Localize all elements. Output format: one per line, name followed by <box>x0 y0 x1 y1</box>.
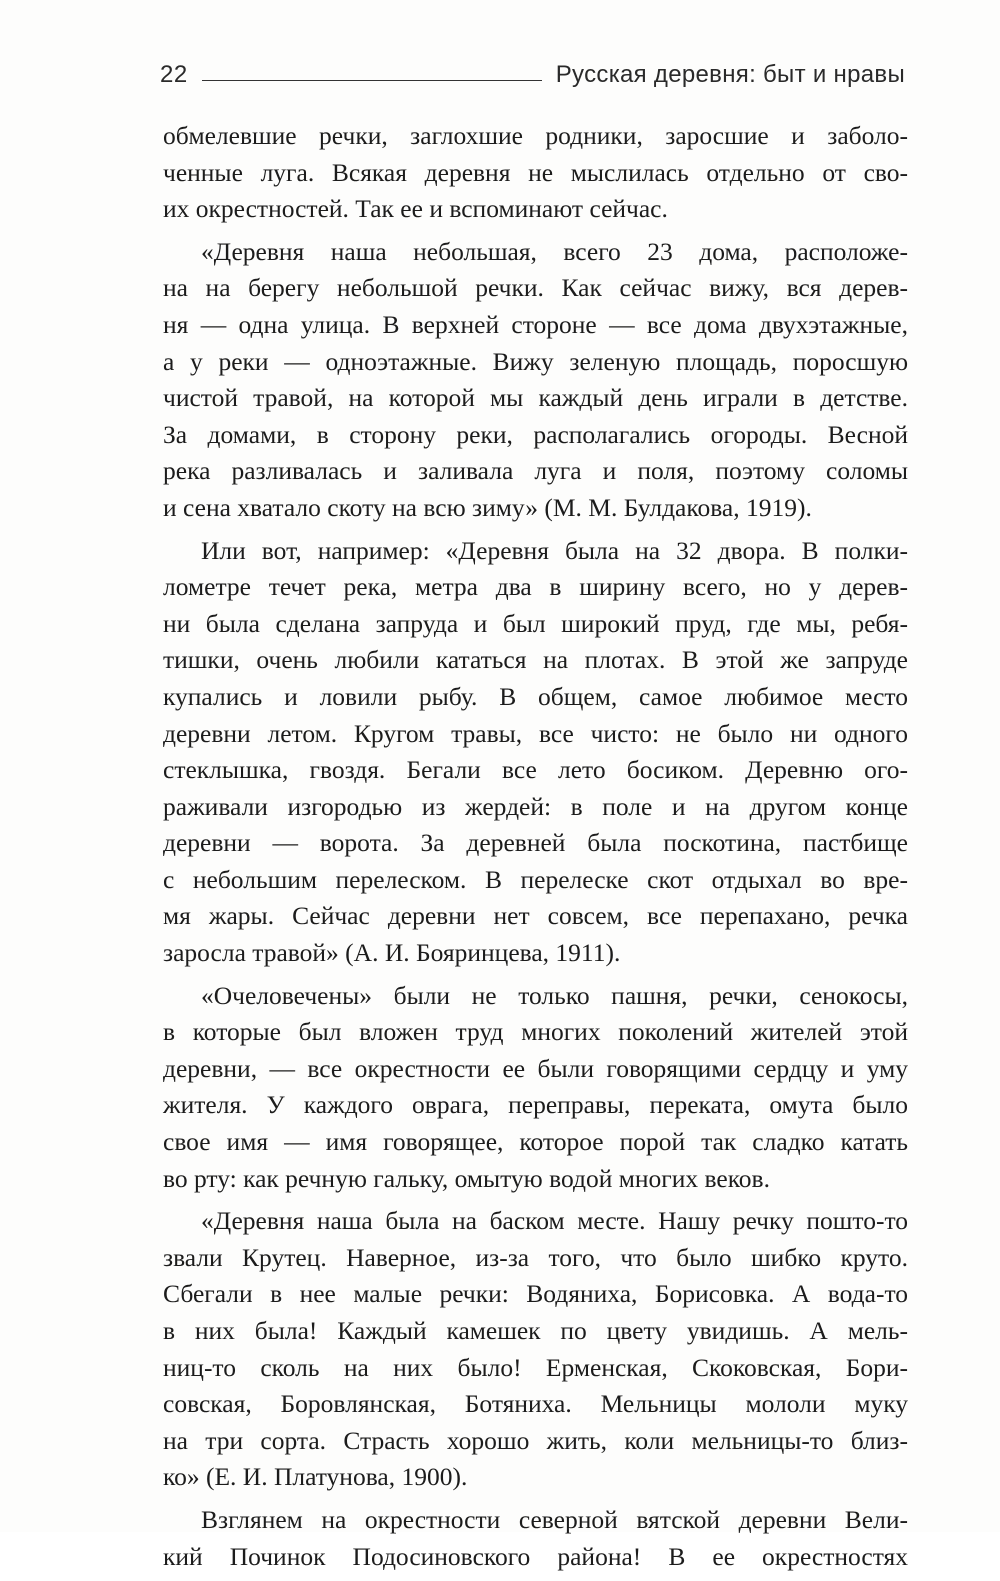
text-line: обмелевшие речки, заглохшие родники, заросшие и заболо- <box>163 121 908 150</box>
text-line: в них была! Каждый камешек по цвету увидишь. А мель- <box>163 1316 908 1345</box>
paragraph <box>163 1203 908 1496</box>
page-number: 22 <box>160 61 188 88</box>
paragraph <box>163 118 908 228</box>
text-line: свое имя — имя говорящее, которое порой так сладко катать <box>163 1127 908 1157</box>
text-line: река разливалась и заливала луга и поля, поэтому соломы <box>163 456 908 486</box>
text-line: Или вот, например: «Деревня была на 32 двора. В полки- <box>201 535 908 565</box>
body-text <box>163 118 908 1581</box>
text-line: чистой травой, на которой мы каждый день играли в детстве. <box>163 383 908 413</box>
text-line: жителя. У каждого оврага, переправы, переката, омута было <box>163 1090 908 1120</box>
text-line: ниц-то сколь на них было! Ерменская, Скоковская, Бори- <box>163 1352 908 1382</box>
text-line: «Деревня наша небольшая, всего 23 дома, расположе- <box>201 236 908 266</box>
text-line: ни была сделана запруда и был широкий пруд, где мы, ребя- <box>163 608 908 638</box>
text-line: ня — одна улица. В верхней стороне — все дома двухэтажные, <box>163 309 908 339</box>
text-line: их окрестностей. Так ее и вспоминают сейчас. <box>163 194 668 224</box>
text-line: и сена хватало скоту на всю зиму» (М. М. Булдакова, 1919). <box>163 492 812 522</box>
text-line: во рту: как речную гальку, омытую водой многих веков. <box>163 1163 770 1193</box>
text-line: Сбегали в нее малые речки: Водяниха, Борисовка. А вода-то <box>163 1279 908 1309</box>
text-line: За домами, в сторону реки, располагались огороды. Весной <box>163 419 908 449</box>
text-line: деревни, — все окрестности ее были говорящими сердцу и уму <box>163 1053 908 1083</box>
text-line: ченные луга. Всякая деревня не мыслилась отдельно от сво- <box>163 157 908 187</box>
text-line: кий Починок Подосиновского района! В ее окрестностях <box>163 1541 908 1571</box>
text-line: совская, Боровлянская, Ботяниха. Мельницы мололи муку <box>163 1389 908 1419</box>
text-line: деревни летом. Кругом травы, все чисто: не было ни одного <box>163 718 908 748</box>
running-header <box>160 58 905 92</box>
text-line: Взглянем на окрестности северной вятской деревни Вели- <box>201 1504 908 1534</box>
text-line: а у реки — одноэтажные. Вижу зеленую площадь, поросшую <box>163 346 908 376</box>
text-line: на три сорта. Страсть хорошо жить, коли мельницы-то близ- <box>163 1425 908 1455</box>
paragraph <box>163 978 908 1198</box>
text-line: стеклышка, гвоздя. Бегали все лето босиком. Деревню ого- <box>163 755 908 785</box>
running-title: Русская деревня: быт и нравы <box>555 61 905 88</box>
text-line: заросла травой» (А. И. Бояринцева, 1911). <box>163 938 621 968</box>
text-line: лометре течет река, метра два в ширину всего, но у дерев- <box>163 572 908 602</box>
text-line: мя жары. Сейчас деревни нет совсем, все перепахано, речка <box>163 901 908 931</box>
paragraph <box>163 533 908 972</box>
text-line: деревни — ворота. За деревней была поскотина, пастбище <box>163 828 908 858</box>
paragraph <box>163 1502 908 1575</box>
text-line: тишки, очень любили кататься на плотах. В этой же запруде <box>163 645 908 675</box>
text-line: ко» (Е. И. Платунова, 1900). <box>163 1462 468 1492</box>
text-line: раживали изгородью из жердей: в поле и на другом конце <box>163 791 908 821</box>
header-rule <box>202 80 542 81</box>
text-line: на на берегу небольшой речки. Как сейчас вижу, вся дерев- <box>163 273 908 303</box>
text-line: в которые был вложен труд многих поколений жителей этой <box>163 1017 908 1047</box>
text-line: звали Крутец. Наверное, из-за того, что было шибко круто. <box>163 1242 908 1272</box>
text-line: «Очеловечены» были не только пашня, речки, сенокосы, <box>201 980 908 1010</box>
text-line: с небольшим перелеском. В перелеске скот отдыхал во вре- <box>163 864 908 894</box>
text-line: купались и ловили рыбу. В общем, самое любимое место <box>163 681 908 711</box>
paragraph <box>163 234 908 527</box>
text-line: «Деревня наша была на баском месте. Нашу речку пошто-то <box>201 1206 908 1236</box>
